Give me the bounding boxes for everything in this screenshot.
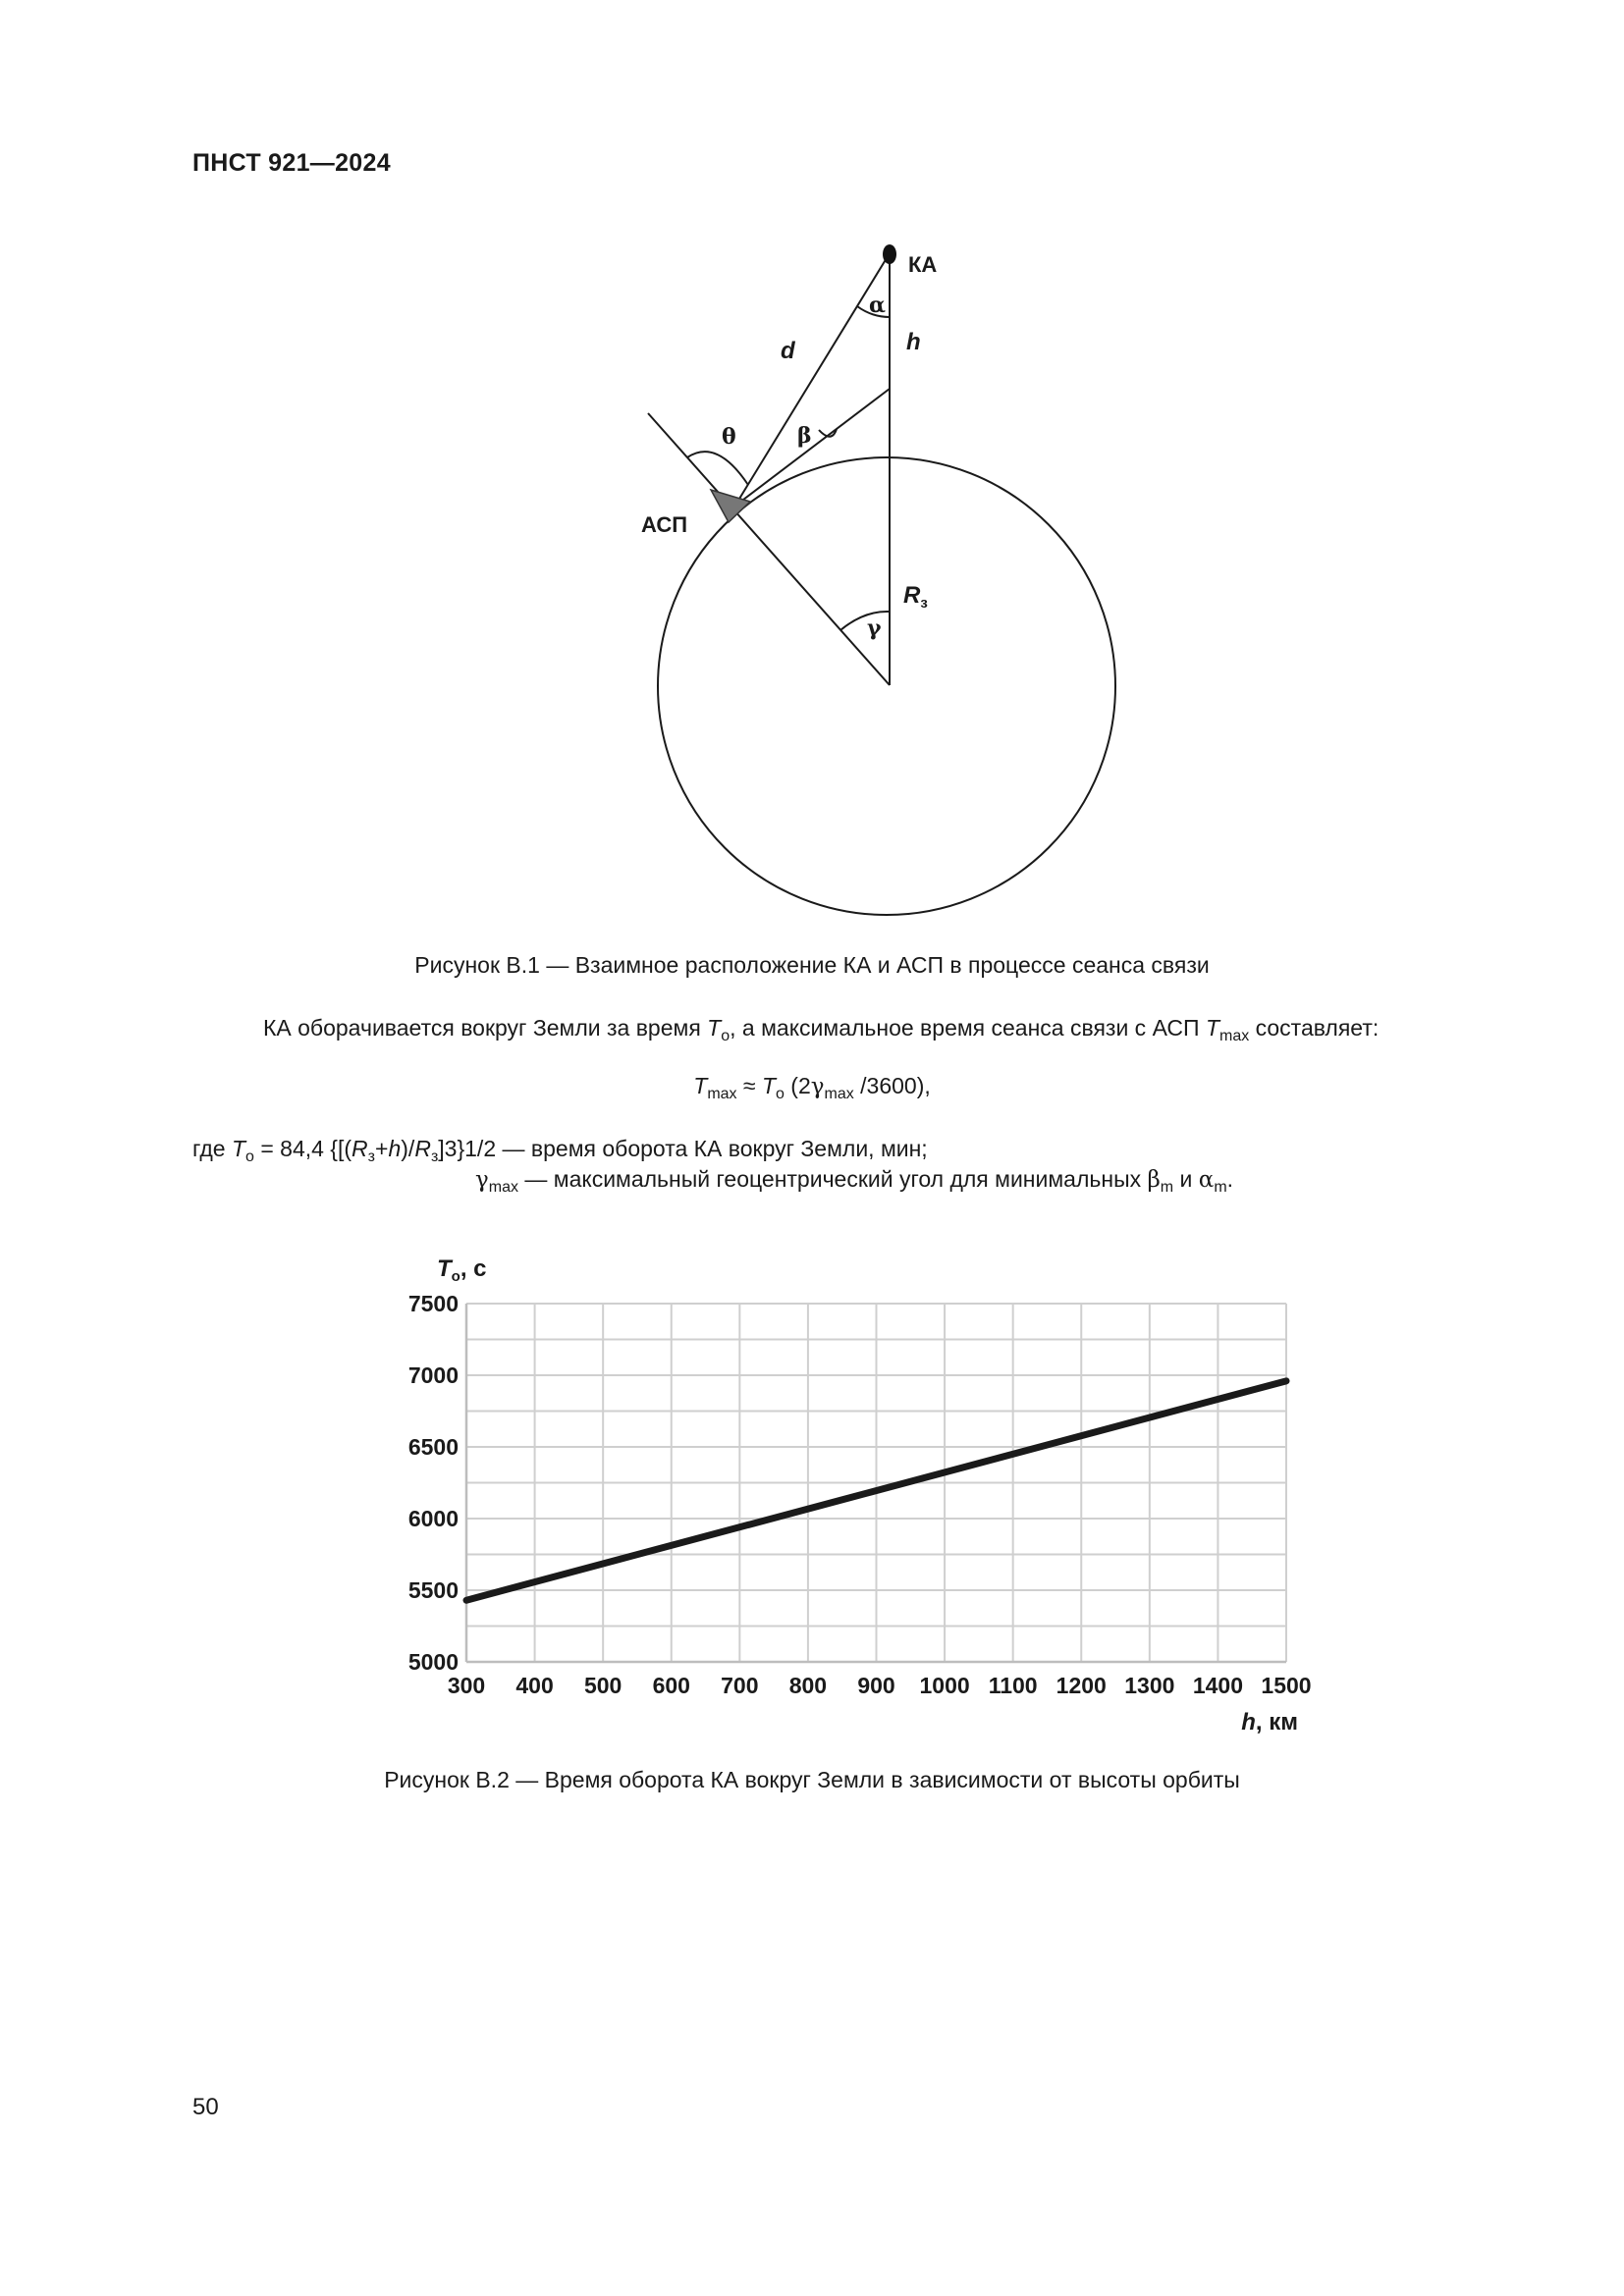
station-marker	[711, 490, 750, 522]
x-tick-label: 1300	[1124, 1673, 1175, 1698]
beta-label: β	[797, 423, 812, 449]
height-label: h	[906, 329, 921, 355]
alpha-label: α	[869, 293, 886, 318]
orbit-period-chart	[0, 1237, 1624, 1747]
y-tick-label: 5500	[407, 1577, 459, 1603]
x-tick-label: 800	[788, 1673, 828, 1698]
gamma-arc	[840, 612, 890, 630]
earth-circle	[658, 457, 1115, 915]
x-tick-label: 700	[721, 1673, 759, 1698]
y-tick-label: 7500	[407, 1291, 459, 1316]
slant-range-line	[736, 253, 890, 504]
satellite-label: КА	[908, 252, 938, 277]
station-label: АСП	[641, 512, 688, 537]
x-tick-label: 400	[515, 1673, 554, 1698]
where-line-1: где $T_o = 84,4$ $\{[(R_з+h)/R_з]3\}1/2$ — время оборота КА вокруг Земли, мин;	[192, 1136, 928, 1165]
x-tick-label: 600	[652, 1673, 690, 1698]
distance-label: d	[781, 338, 795, 364]
y-tick-label: 6000	[407, 1506, 459, 1531]
document-id: ПНСТ 921—2024	[192, 149, 391, 177]
paragraph-orbit-period: КА оборачивается вокруг Земли за время $T_o$, а максимальное время сеанса связи с АСП $T_{max}$ составляет:	[263, 1015, 1380, 1044]
x-tick-label: 300	[447, 1673, 486, 1698]
satellite-dot	[883, 244, 896, 264]
radial-line	[648, 413, 890, 685]
gamma-label: γ	[867, 615, 882, 641]
x-tick-label: 1500	[1261, 1673, 1312, 1698]
x-tick-label: 500	[583, 1673, 623, 1698]
figure-geometry-diagram	[0, 0, 1624, 942]
tangent-line	[743, 389, 890, 500]
y-tick-label: 5000	[407, 1649, 459, 1675]
y-axis-label: $T_o$, с	[437, 1255, 487, 1285]
y-tick-label: 7000	[407, 1362, 459, 1388]
x-tick-label: 1100	[988, 1673, 1038, 1698]
x-tick-label: 900	[857, 1673, 895, 1698]
x-tick-label: 1000	[919, 1673, 970, 1698]
x-tick-label: 1400	[1192, 1673, 1244, 1698]
formula-tmax: $T_{max} \approx T_o$ ($2\gamma_{max}$ /3600),	[693, 1073, 931, 1102]
where-line-2: $\gamma_{max}$ — максимальный геоцентрический угол для минимальных $\beta_m$ и $\alpha_m$.	[475, 1166, 1234, 1196]
x-tick-label: 1200	[1056, 1673, 1107, 1698]
y-tick-label: 6500	[407, 1434, 459, 1460]
theta-label: θ	[722, 424, 736, 450]
radius-label: $R_з$	[903, 582, 928, 612]
x-axis-label: h, км	[1241, 1709, 1298, 1735]
figure1-caption: Рисунок В.1 — Взаимное расположение КА и АСП в процессе сеанса связи	[414, 952, 1210, 978]
figure2-caption: Рисунок В.2 — Время оборота КА вокруг Земли в зависимости от высоты орбиты	[384, 1767, 1240, 1792]
page-number: 50	[192, 2094, 219, 2120]
